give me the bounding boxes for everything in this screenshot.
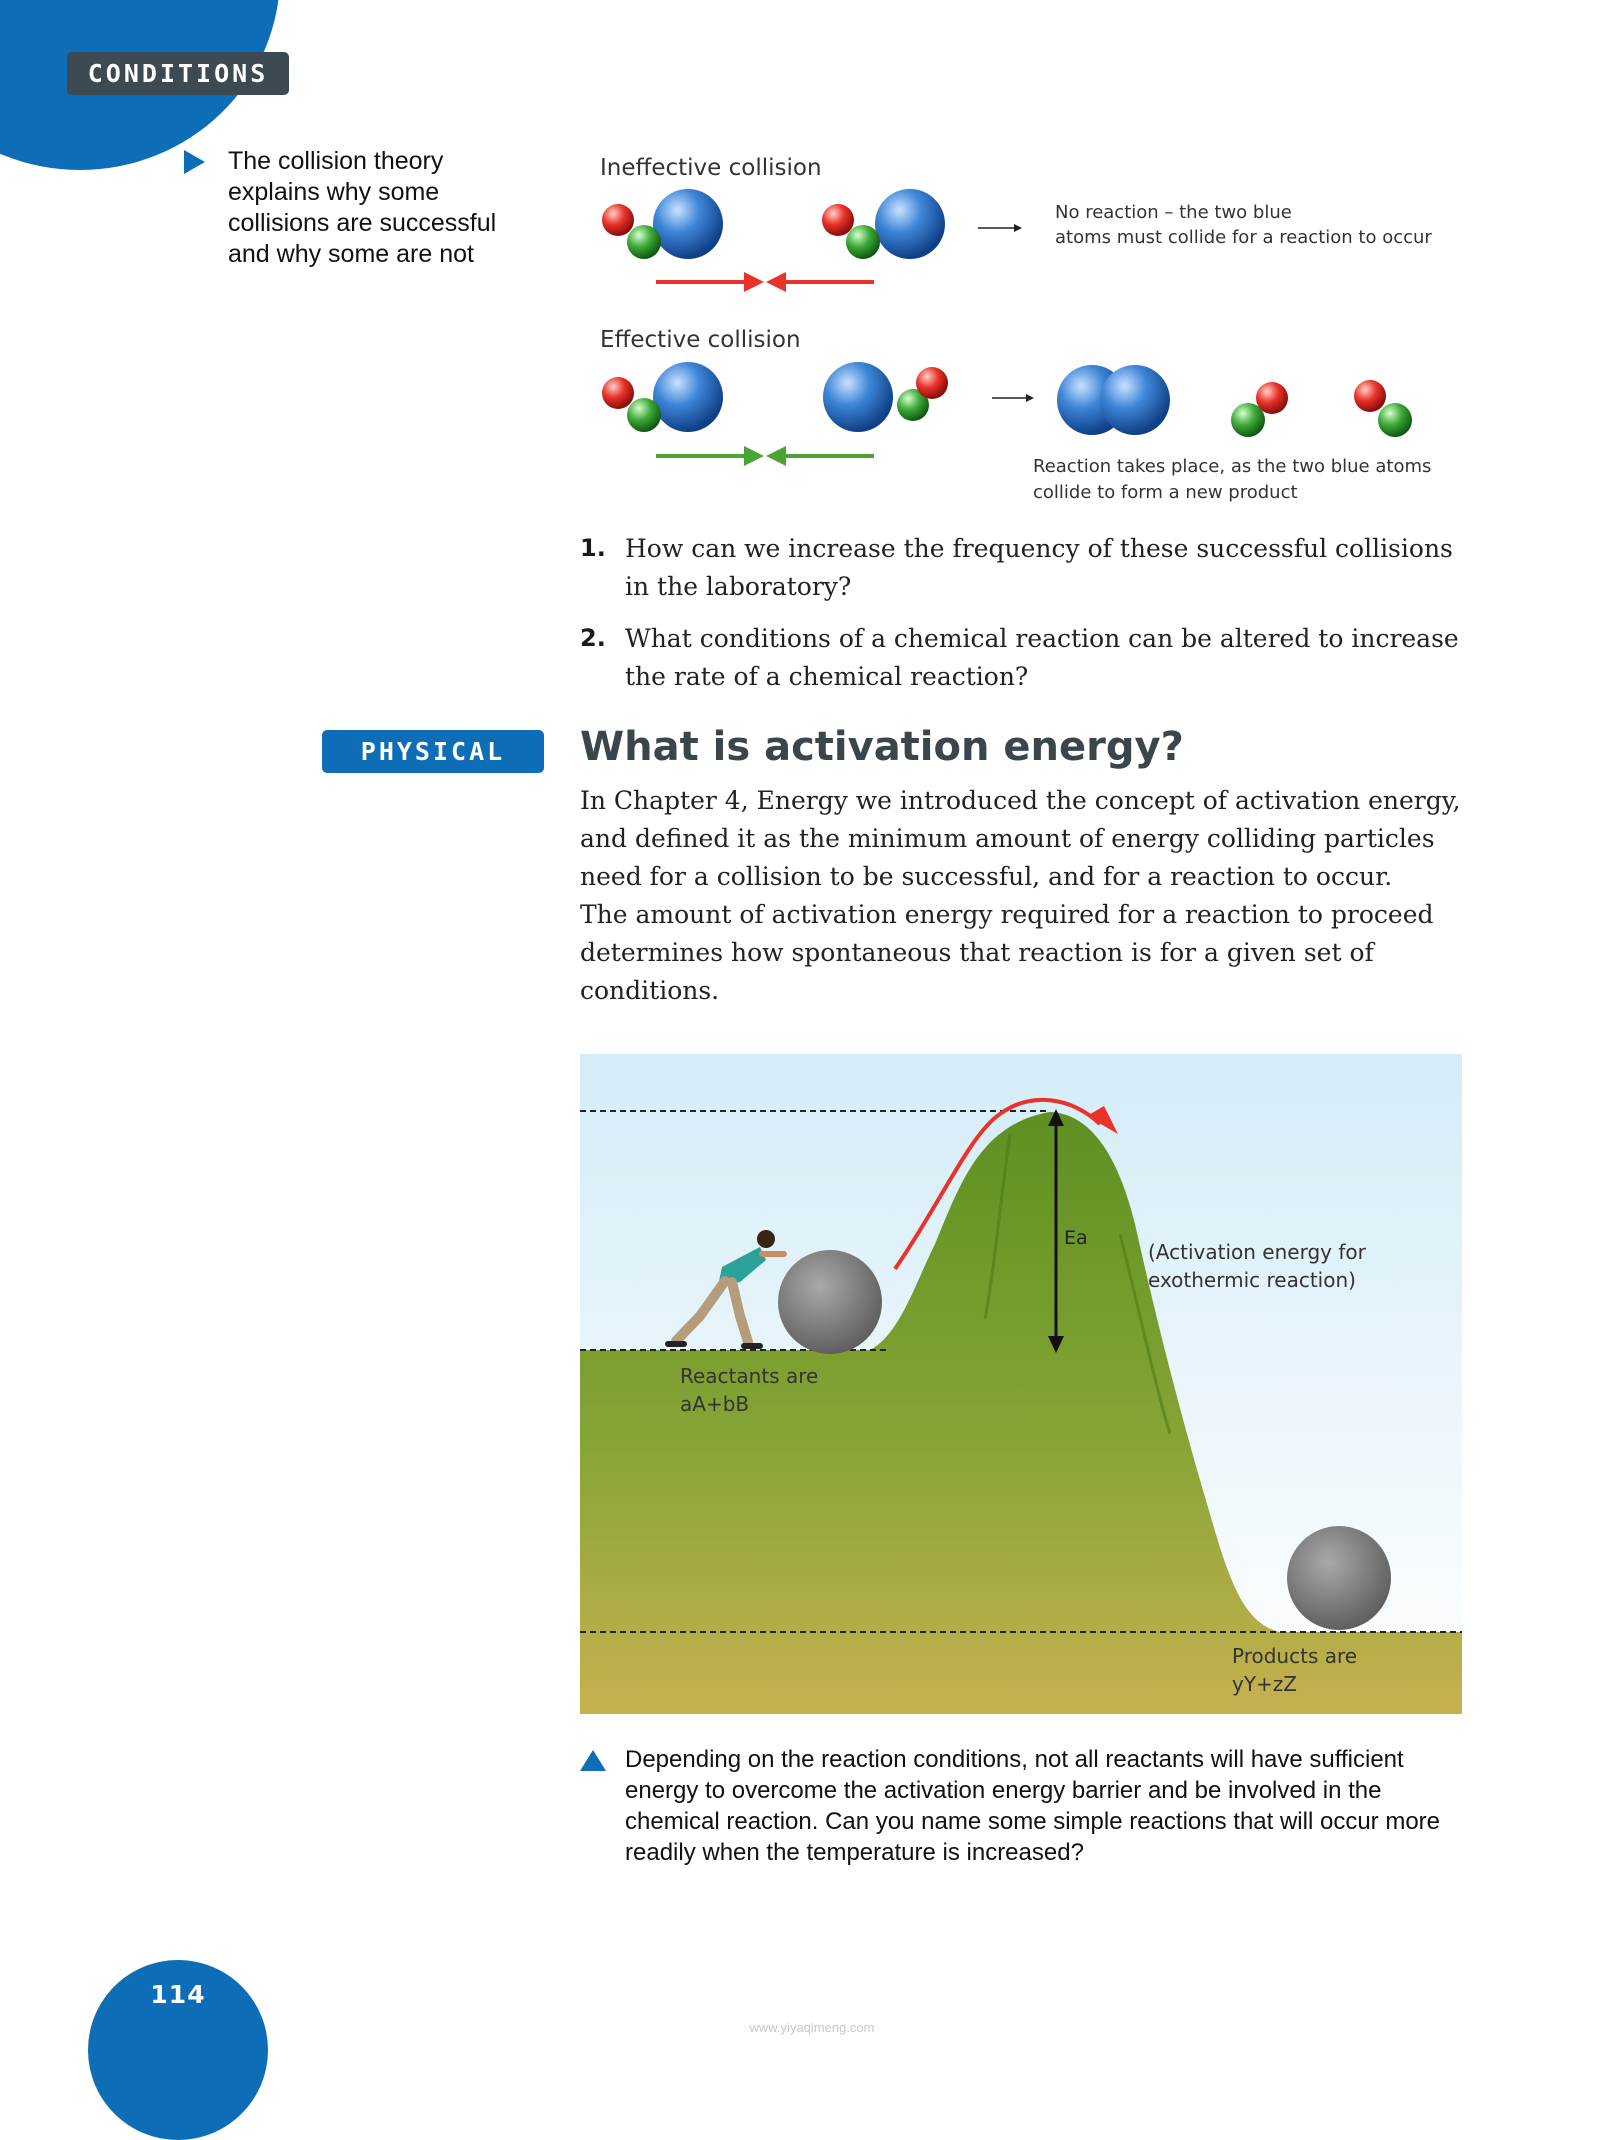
reaction-arrow-icon	[978, 224, 1022, 232]
question-2	[625, 620, 1485, 696]
body-line-5: determines how spontaneous that reaction is for a given set of	[580, 938, 1374, 967]
reaction-arrow-icon-2	[992, 394, 1034, 402]
product-red-green-2	[1354, 380, 1412, 437]
molecule-ineffective-right	[822, 189, 945, 259]
ineffective-title: Ineffective collision	[600, 155, 822, 181]
body-line-3: need for a collision to be successful, and for a reaction to occur.	[580, 862, 1393, 891]
activation-note-1: (Activation energy for	[1148, 1240, 1366, 1264]
reactants-label-2: aA+bB	[680, 1392, 750, 1416]
activation-energy-figure	[580, 1054, 1462, 1714]
side-note-triangle-icon	[184, 150, 205, 174]
molecule-effective-right	[823, 362, 948, 432]
ineffective-note-1: No reaction – the two blue	[1055, 202, 1292, 223]
watermark: www.yiyaqimeng.com	[749, 2020, 875, 2035]
question-1-number: 1.	[580, 534, 606, 562]
reactants-label-1: Reactants are	[680, 1364, 819, 1388]
collision-diagram	[580, 140, 1460, 510]
conditions-tag: CONDITIONS	[67, 52, 289, 95]
figure-caption: Depending on the reaction conditions, not all reactants will have sufficient energy to overcome the activation energy barrier and be involved in the chemical reaction. Can you name some simple reactions that will occur more readily when the temperature is increased?	[625, 1746, 1441, 1866]
red-arrows	[656, 272, 874, 292]
activation-note-2: exothermic reaction)	[1148, 1268, 1356, 1292]
ea-label: Ea	[1064, 1227, 1088, 1249]
body-line-6: conditions.	[580, 976, 720, 1005]
question-1-line-2: in the laboratory?	[625, 572, 852, 601]
question-2-number: 2.	[580, 624, 606, 652]
ineffective-note-2: atoms must collide for a reaction to occur	[1055, 227, 1432, 248]
products-label-2: yY+zZ	[1232, 1672, 1298, 1696]
effective-note-2: collide to form a new product	[1033, 482, 1298, 503]
effective-note-1: Reaction takes place, as the two blue atoms	[1033, 456, 1432, 477]
question-1	[625, 530, 1485, 606]
side-note: The collision theory explains why some collisions are successful and why some are not	[228, 147, 497, 268]
section-body	[580, 782, 1480, 1010]
body-line-4: The amount of activation energy required for a reaction to proceed	[580, 900, 1434, 929]
question-1-line-1: How can we increase the frequency of these successful collisions	[625, 534, 1453, 563]
effective-title: Effective collision	[600, 327, 801, 353]
page-number: 114	[150, 1980, 206, 2009]
product-red-green-1	[1231, 382, 1288, 437]
body-line-2: and defined it as the minimum amount of energy colliding particles	[580, 824, 1435, 853]
question-2-line-1: What conditions of a chemical reaction can be altered to increase	[625, 624, 1459, 653]
physical-tag: PHYSICAL	[322, 730, 544, 773]
molecule-effective-left	[602, 362, 723, 432]
question-2-line-2: the rate of a chemical reaction?	[625, 662, 1029, 691]
boulder-bottom	[1287, 1526, 1391, 1630]
products-label-1: Products are	[1232, 1644, 1358, 1668]
product-blue-pair	[1057, 365, 1170, 435]
body-line-1: In Chapter 4, Energy we introduced the concept of activation energy,	[580, 786, 1461, 815]
boulder-top	[778, 1250, 882, 1354]
molecule-ineffective-left	[602, 189, 723, 259]
section-heading: What is activation energy?	[580, 724, 1184, 770]
caption-triangle-icon	[580, 1750, 606, 1771]
green-arrows	[656, 446, 874, 466]
